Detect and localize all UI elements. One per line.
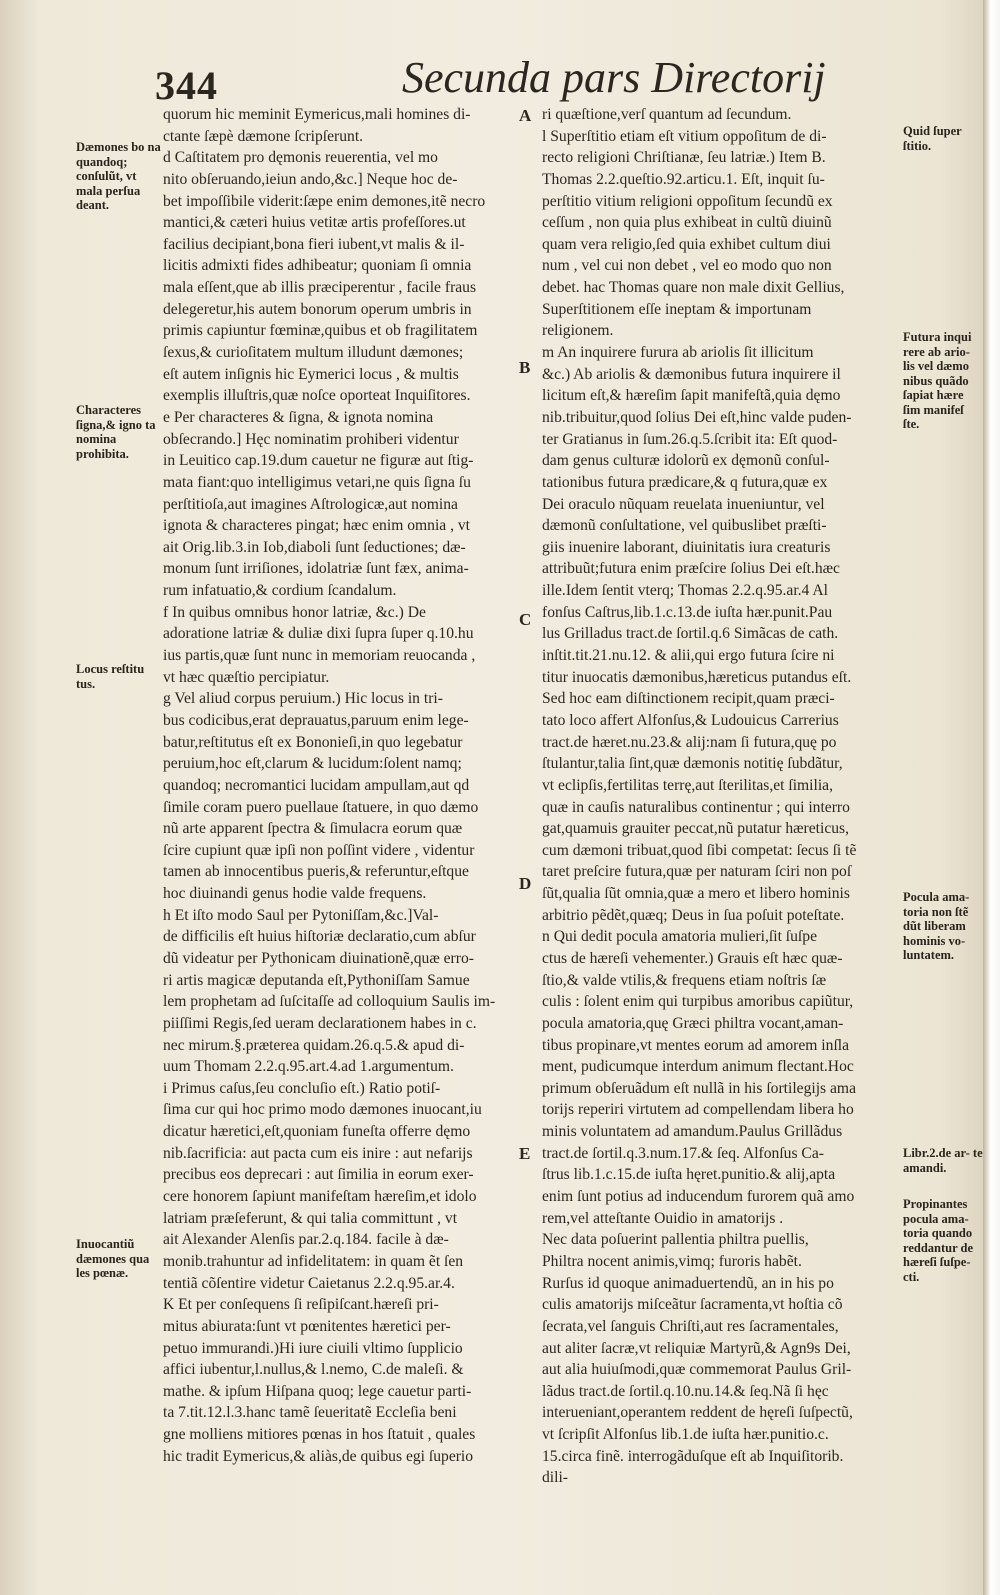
text-line: gat,quamuis grauiter peccat,nũ putatur hæreticus,: [542, 820, 850, 838]
section-letter-a: A: [519, 106, 532, 125]
text-line: peruium,hoc eſt,clarum & lucidum:ſolent namq;: [163, 755, 462, 773]
text-line: nib.tribuitur,quod ſolius Dei eſt,hinc valde puden-: [542, 408, 852, 426]
text-line: n Qui dedit pocula amatoria mulieri,ſit ſuſpe: [542, 928, 817, 946]
text-line: Dei oraculo nũquam reuelata inueniuntur, vel: [542, 495, 825, 513]
text-line: taret preſcire futura,quæ per naturam ſciri non poſ: [542, 863, 852, 881]
text-line: mantici,& cæteri huius vetitæ artis profeſſores.ut: [163, 214, 466, 232]
text-line: g Vel aliud corpus peruium.) Hic locus in tri-: [163, 690, 443, 708]
text-line: rum infatuatio,& cordium ſcandalum.: [163, 582, 397, 600]
text-line: ſima cur qui hoc primo modo dæmones inuocant,iu: [163, 1101, 482, 1119]
text-line: monib.trahuntur ad infidelitatem: in quam ẽt ſen: [163, 1252, 464, 1270]
text-line: nib.ſacrificia: aut pacta cum eis inire : aut nefarijs: [163, 1144, 473, 1162]
text-line: ment, pudicumque interdum animum flectant.Hoc: [542, 1058, 854, 1076]
text-line: tamen ab innocentibus pueris,& referuntur,eſtque: [163, 863, 469, 881]
text-line: hic tradit Eymericus,& aliàs,de quibus egi ſuperio: [163, 1447, 474, 1465]
text-line: ſtulantur,talia ſint,quæ dæmonis notitię ſubdãtur,: [542, 755, 843, 773]
text-line: ri artis magicæ deputanda eſt,Pythoniſſam Samue: [163, 971, 470, 989]
text-line: pocula amatoria,quę Græci philtra vocant,aman-: [542, 1014, 844, 1032]
text-line: torijs reperiri virtutem ad compellendam libera ho: [542, 1101, 854, 1119]
section-letter-b: B: [519, 358, 531, 377]
text-line: ſcire cupiunt quæ ipſi non poſſint videre , videntur: [163, 841, 475, 859]
text-line: ius partis,quæ ſunt nunc in memoriam reuocanda ,: [163, 647, 476, 665]
text-line: ſimile coram puero puellaue ſtatuere, in quo dæmo: [163, 798, 479, 816]
text-line: hoc diuinandi genus hodie valde frequens.: [163, 885, 427, 903]
text-line: &c.) Ab ariolis & dæmonibus futura inquirere il: [542, 365, 841, 383]
text-line: minis voluntatem ad amandum.Paulus Grillãdus: [542, 1123, 843, 1141]
text-line: interueniant,operantem reddent de hęreſi ſuſpectũ,: [542, 1404, 853, 1422]
text-line: dam genus culturæ idolorũ ex dęmonũ conſul-: [542, 452, 830, 470]
text-line: cere honorem ſapiunt manifeſtam hæreſim,et idolo: [163, 1188, 477, 1206]
text-line: adoratione latriæ & duliæ dixi ſupra ſuper q.10.hu: [163, 625, 474, 643]
text-line: ceſſum , non quia plus exhibeat in cultũ diuinũ: [542, 214, 832, 232]
text-line: lem prophetam ad ſuſcitaſſe ad colloquium Saulis im-: [163, 993, 496, 1011]
text-line: dili-: [542, 1469, 568, 1487]
text-line: d Caſtitatem pro dęmonis reuerentia, vel mo: [163, 149, 438, 167]
text-line: culis : ſolent enim qui turpibus amoribus capiũtur,: [542, 993, 854, 1011]
text-line: ri quæſtione,verſ quantum ad ſecundum.: [542, 106, 792, 123]
text-line: giis inuenire laborant, diuinitatis iura creaturis: [542, 538, 831, 556]
running-title: Secunda pars Directorij: [402, 53, 826, 102]
section-letter-e: E: [519, 1144, 531, 1163]
section-letter-d: D: [519, 874, 532, 893]
margin-note-right: Quid ſuper ſtitio.: [903, 124, 962, 153]
text-line: quorum hic meminit Eymericus,mali homines di-: [163, 106, 471, 123]
text-line: vt eclipſis,fertilitas terrę,aut ſterilitas,et ſimilia,: [542, 776, 833, 794]
margin-note-left: Locus reſtitu tus.: [76, 662, 145, 691]
text-line: Superſtitionem eſſe ineptam & importunam: [542, 300, 812, 318]
text-line: obſecrando.] Hęc nominatim prohiberi videntur: [163, 430, 459, 448]
text-line: dicatur hæretici,eſt,quoniam funeſta offerre dęmo: [163, 1123, 471, 1141]
text-line: K Et per conſequens ſi reſipiſcant.hæreſi pri-: [163, 1296, 439, 1314]
text-line: attribuũt;futura enim præſcire ſolius Dei eſt.hæc: [542, 560, 840, 578]
text-line: quam vera religio,ſed quia exhibet cultum diui: [542, 235, 831, 253]
text-line: gne molliens mitiores pœnas in hos ſtatuit , quales: [163, 1426, 476, 1444]
text-line: rem,vel atteſtante Ouidio in amatorijs .: [542, 1209, 784, 1227]
text-line: dũ videatur per Pythonicam diuinationẽ,quæ erro-: [163, 949, 474, 967]
margin-note-right: Propinantes pocula ama- toria quando reddantur de hæreſi ſuſpe- cti.: [903, 1197, 974, 1284]
text-line: precibus eos deprecari : aut ſimilia in eorum exer-: [163, 1166, 474, 1184]
margin-note-right: Futura inqui rere ab ario- lis vel dæmo nibus quãdo ſapiat hære ſim manifeſ ſte.: [903, 330, 972, 431]
text-line: Thomas 2.2.queſtio.92.articu.1. Eſt, inquit ſu-: [542, 170, 825, 188]
text-line: titur inuocatis dæmonibus,hæreticus putandus eſt.: [542, 668, 852, 686]
text-line: de difficilis eſt huius hiſtoriæ declaratio,cum abſur: [163, 928, 476, 946]
text-line: recto religioni Chriſtianæ, ſeu latriæ.) Item B.: [542, 149, 826, 167]
text-line: ſtrus lib.1.c.15.de iuſta hęret.punitio.& alij,apta: [542, 1166, 836, 1184]
margin-note-right: Pocula ama- toria non ſtẽ dũt liberam hominis vo- luntatem.: [903, 890, 970, 962]
margin-note-left: Inuocantiũ dæmones qua les pœnæ.: [76, 1237, 150, 1280]
text-line: ctante ſæpè dæmone ſcripſerunt.: [163, 127, 364, 145]
text-line: licitis admixti fides adhibeatur; quoniam ſi omnia: [163, 257, 472, 275]
text-line: vt ſcripſit Alfonſus lib.1.de iuſta hær.punitio.c.: [542, 1426, 829, 1444]
text-line: inſtit.tit.21.nu.12. & alii,qui ergo futura ſcire ni: [542, 647, 835, 665]
text-line: piiſſimi Regis,ſed ueram declarationem habes in c.: [163, 1014, 477, 1032]
text-line: dæmonũ conſultatione, vel quibuslibet præſti-: [542, 517, 827, 535]
text-line: mata fiant:quo intelligimus vetari,ne quis ſigna ſu: [163, 473, 471, 491]
text-line: latriam præſeferunt, & qui talia committunt , vt: [163, 1209, 458, 1227]
text-line: ter Gratianus in ſum.26.q.5.ſcribit ita: Eſt quod-: [542, 430, 838, 448]
text-line: monum ſunt irriſiones, idolatriæ ſunt fæx, anima-: [163, 560, 469, 578]
text-line: tato loco affert Alfonſus,& Ludouicus Carrerius: [542, 711, 839, 729]
text-line: tentiã cõſentire videtur Caietanus 2.2.q.95.ar.4.: [163, 1274, 455, 1292]
text-line: religionem.: [542, 322, 614, 340]
section-letter-c: C: [519, 610, 532, 629]
text-line: mathe. & ipſum Hiſpana quoq; lege cauetur parti-: [163, 1382, 472, 1400]
text-line: batur,reſtitutus eſt ex Bononieſi,in quo legebatur: [163, 733, 463, 751]
text-line: bet impoſſibile viderit:ſæpe enim demones,itẽ necro: [163, 192, 486, 210]
text-line: quandoq; necromantici lucidam ampullam,aut qd: [163, 776, 470, 794]
text-line: culis amatorijs miſceãtur ſacramenta,vt hoſtia cõ: [542, 1296, 843, 1314]
text-line: lãdus tract.de ſortil.q.10.nu.14.& ſeq.Nã ſi hęc: [542, 1382, 829, 1400]
left-text-column: [163, 104, 531, 1467]
page-number: 344: [155, 63, 218, 108]
text-line: affici iubentur,l.nullus,& l.nemo, C.de maleſi. &: [163, 1361, 464, 1379]
text-line: tract.de hæret.nu.23.& alij:nam ſi futura,quę po: [542, 733, 837, 751]
text-line: l Superſtitio etiam eſt vitium oppoſitum de di-: [542, 127, 827, 145]
text-line: 15.circa finẽ. interrogãduſque eſt ab Inquiſitorib.: [542, 1447, 844, 1465]
text-line: f In quibus omnibus honor latriæ, &c.) De: [163, 603, 426, 621]
text-line: perſtitioſa,aut imagines Aſtrologicæ,aut nomina: [163, 495, 458, 513]
text-line: ſtio,& valde vtilis,& frequens etiam noſtris ſæ: [542, 971, 827, 989]
margin-note-right: Libr.2.de ar- te amandi.: [903, 1146, 983, 1175]
text-line: cum dæmoni tribuat,quod ſibi competat: ſecus ſi tẽ: [542, 841, 857, 859]
text-line: enim ſunt potius ad inducendum furorem quã amo: [542, 1188, 855, 1206]
text-line: mitus abiurata:ſunt vt pœnitentes hæretici per-: [163, 1317, 451, 1335]
text-line: nito obſeruando,ieiun ando,&c.] Neque hoc de-: [163, 170, 458, 188]
text-line: mala eſſent,que ab illis præciperentur , facile fraus: [163, 279, 477, 297]
text-line: in Leuitico cap.19.dum cauetur ne figuræ aut ſtig-: [163, 452, 474, 470]
text-line: fonſus Caſtrus,lib.1.c.13.de iuſta hær.punit.Pau: [542, 603, 833, 621]
text-line: ignota & characteres pingat; hæc enim omnia , vt: [163, 517, 471, 535]
text-line: bus codicibus,erat deprauatus,paruum enim lege-: [163, 711, 469, 729]
text-line: ſũt,qualia ſũt omnia,quæ a mero et libero hominis: [542, 885, 850, 903]
text-line: Rurſus id quoque animaduertendũ, an in his po: [542, 1274, 834, 1292]
text-line: facilius decipiant,bona fieri iubent,vt malis & il-: [163, 235, 465, 253]
text-line: aut aliter ſacræ,vt reliquiæ Martyrũ,& Agn9s Dei,: [542, 1339, 851, 1357]
text-line: Sed hoc eam diſtinctionem recipit,quam præci-: [542, 690, 835, 708]
text-line: vt hæc quæſtio percipiatur.: [163, 668, 330, 686]
text-line: primis capiuntur fœminæ,quibus et ob fragilitatem: [163, 322, 478, 340]
text-line: lus Grilladus tract.de ſortil.q.6 Simãcas de cath.: [542, 625, 839, 643]
right-text-column: [542, 104, 902, 1489]
text-line: petuo immurandi.)Hi iure ciuili vltimo ſupplicio: [163, 1339, 463, 1357]
text-line: nũ arte apparent ſpectra & ſimulacra eorum quæ: [163, 820, 463, 838]
text-line: eſt autem inſignis hic Eymerici locus , & multis: [163, 365, 459, 383]
text-line: h Et iſto modo Saul per Pytoniſſam,&c.]Val-: [163, 906, 439, 924]
text-line: tibus propinare,vt mentes eorum ad amorem inſla: [542, 1036, 850, 1054]
margin-note-left: Dæmones bo na quandoq; conſulũt, vt mala perſua deant.: [76, 140, 161, 212]
text-line: delegeretur,his autem bonorum operum umbris in: [163, 300, 472, 318]
text-line: quæ in cauſis naturalibus continentur ; qui interro: [542, 798, 850, 816]
text-line: m An inquirere furura ab ariolis ſit illicitum: [542, 344, 814, 362]
text-line: tract.de ſortil.q.3.num.17.& ſeq. Alfonſus Ca-: [542, 1144, 824, 1162]
text-line: ait Orig.lib.3.in Iob,diaboli ſunt ſeductiones; dæ-: [163, 538, 466, 556]
text-line: tationibus futura prædicare,& q futura,quæ ex: [542, 473, 828, 491]
margin-note-left: Characteres ſigna,& igno ta nomina prohibita.: [76, 403, 156, 461]
text-line: uum Thomam 2.2.q.95.art.4.ad 1.argumentum.: [163, 1058, 454, 1076]
text-line: ſecrata,vel ſanguis Chriſti,aut res ſacramentales,: [542, 1317, 839, 1335]
text-line: nec mirum.§.præterea quidam.26.q.5.& apud di-: [163, 1036, 465, 1054]
text-line: Philtra nocent animis,vimq; furoris habẽt.: [542, 1252, 802, 1270]
text-line: ta 7.tit.12.l.3.hanc tamẽ ſeueritatẽ Eccleſia beni: [163, 1404, 457, 1422]
text-line: ctus de hæreſi vehementer.) Grauis eſt hæc quæ-: [542, 949, 843, 967]
text-line: e Per characteres & ſigna, & ignota nomina: [163, 408, 434, 426]
text-line: licitum eſt,& hæreſim ſapit manifeſtã,quia dęmo: [542, 387, 841, 405]
text-line: aut alia huiuſmodi,quæ commemorat Paulus Gril-: [542, 1361, 852, 1379]
text-line: ſexus,& curioſitatem multum illudunt dæmones;: [163, 344, 464, 362]
text-line: Nec data poſuerint pallentia philtra puellis,: [542, 1231, 809, 1249]
text-line: debet. hac Thomas quare non male dixit Gellius,: [542, 279, 845, 297]
text-line: primum obſeruãdum eſt nullã in his ſortilegijs ama: [542, 1079, 856, 1097]
text-line: perſtitio vitium religioni oppoſitum ſecundũ ex: [542, 192, 833, 210]
text-line: arbitrio pẽdẽt,quæq; Deus in ſua poſuit poteſtate.: [542, 906, 845, 924]
page-spine-edge: [983, 0, 1000, 1595]
text-line: ille.Idem ſentit vterq; Thomas 2.2.q.95.ar.4 Al: [542, 582, 828, 600]
text-line: ait Alexander Alenſis par.2.q.184. facile à dæ-: [163, 1231, 449, 1249]
text-line: i Primus caſus,ſeu concluſio eſt.) Ratio potiſ-: [163, 1079, 441, 1097]
text-line: exemplis illuſtris,quæ noſce oporteat Inquiſitores.: [163, 387, 471, 405]
text-line: num , vel cui non debet , vel eo modo quo non: [542, 257, 832, 275]
